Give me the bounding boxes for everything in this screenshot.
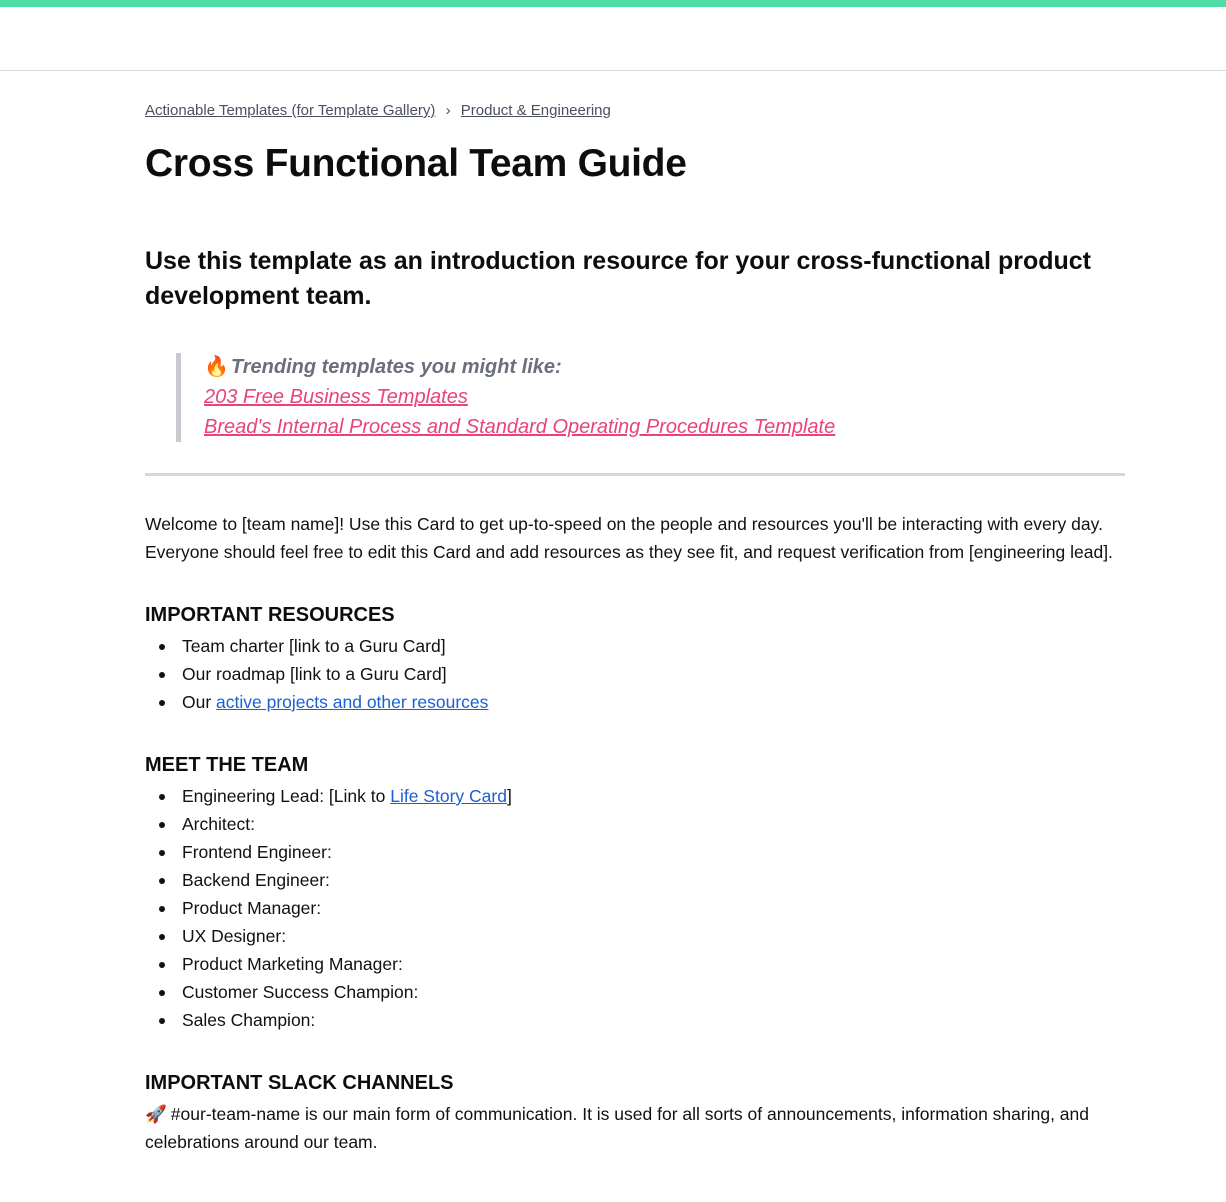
callout-title: [204, 353, 1125, 382]
rocket-icon: 🚀: [145, 1104, 167, 1124]
list-item: Architect:: [145, 810, 1125, 838]
divider: [145, 473, 1125, 476]
list-item-text: Engineering Lead: [Link to: [182, 786, 391, 806]
team-list: [145, 782, 1125, 1034]
resources-list: [145, 632, 1125, 716]
fire-icon: 🔥: [204, 356, 229, 378]
list-item: Product Marketing Manager:: [145, 950, 1125, 978]
callout-title-text: Trending templates you might like:: [230, 356, 562, 378]
list-item: [145, 782, 1125, 810]
page-title: Cross Functional Team Guide: [145, 142, 687, 185]
list-item: Product Manager:: [145, 894, 1125, 922]
breadcrumb-separator: ›: [445, 102, 451, 119]
breadcrumb: [145, 100, 1125, 122]
breadcrumb-link-templates[interactable]: Actionable Templates (for Template Gallery): [145, 102, 436, 119]
breadcrumb-link-product-engineering[interactable]: Product & Engineering: [460, 102, 611, 119]
life-story-card-link[interactable]: Life Story Card: [390, 786, 507, 806]
active-projects-link[interactable]: active projects and other resources: [216, 692, 489, 712]
list-item: Our roadmap [link to a Guru Card]: [145, 660, 1125, 688]
list-item-text: Our: [182, 692, 217, 712]
list-item: [145, 688, 1125, 716]
intro-heading: Use this template as an introduction resource for your cross-functional product development team.: [145, 247, 1091, 310]
list-item: Frontend Engineer:: [145, 838, 1125, 866]
trending-callout: [176, 353, 1125, 442]
top-accent-bar: [0, 0, 1226, 7]
slack-paragraph: [145, 1100, 1125, 1156]
top-toolbar: [0, 7, 1226, 71]
slack-heading: IMPORTANT SLACK CHANNELS: [145, 1072, 454, 1094]
list-item: Sales Champion:: [145, 1006, 1125, 1034]
list-item-text: ]: [506, 786, 512, 806]
card-content: [145, 100, 1125, 1156]
list-item: UX Designer:: [145, 922, 1125, 950]
callout-link-sop-template[interactable]: Bread's Internal Process and Standard Operating Procedures Template: [204, 416, 836, 438]
slack-text: #our-team-name is our main form of communication. It is used for all sorts of announcements, information sharing, and celebrations around our team.: [145, 1104, 1089, 1152]
welcome-paragraph: Welcome to [team name]! Use this Card to get up-to-speed on the people and resources you'll be interacting with every day. Everyone should feel free to edit this Card and add resources as they see fit, and request verification from [engineering lead].: [145, 514, 1113, 562]
list-item: Customer Success Champion:: [145, 978, 1125, 1006]
callout-link-business-templates[interactable]: 203 Free Business Templates: [204, 386, 468, 408]
list-item: Backend Engineer:: [145, 866, 1125, 894]
list-item: Team charter [link to a Guru Card]: [145, 632, 1125, 660]
team-heading: MEET THE TEAM: [145, 754, 309, 776]
resources-heading: IMPORTANT RESOURCES: [145, 604, 395, 626]
